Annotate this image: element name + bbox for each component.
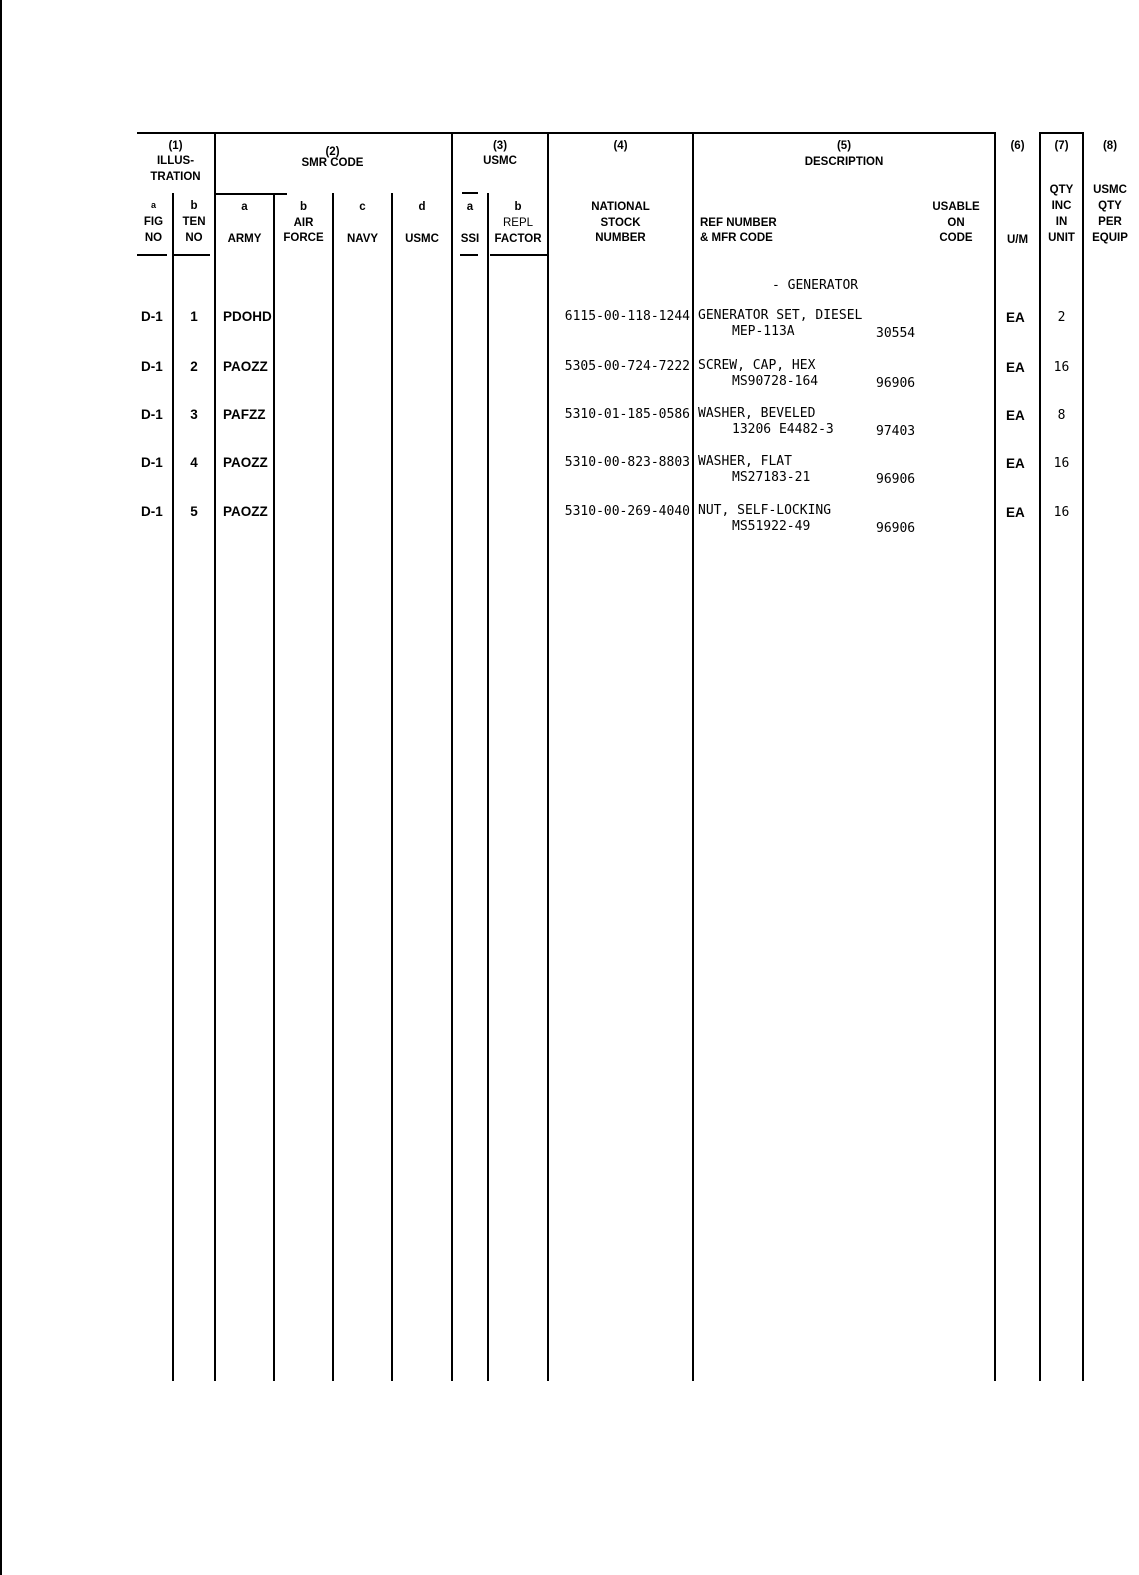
- row1-ref: MEP-113A: [732, 324, 795, 339]
- item-sub-letter: b: [190, 200, 198, 212]
- ssi-underline: [460, 254, 478, 256]
- row3-um: EA: [1006, 408, 1025, 423]
- row4-ref: MS27183-21: [732, 470, 811, 485]
- qty-line4: UNIT: [1048, 232, 1075, 244]
- row5-fig: D-1: [141, 505, 163, 519]
- nsn-line3: NUMBER: [595, 232, 646, 244]
- smr-underline: [215, 193, 287, 195]
- item-sub-line1: TEN: [182, 216, 206, 228]
- usmc-smr-letter: d: [418, 201, 426, 213]
- col8-number: (8): [1102, 140, 1118, 152]
- row3-ref: 13206 E4482-3: [732, 422, 834, 437]
- row1-desc: GENERATOR SET, DIESEL: [698, 309, 863, 322]
- nsn-line2: STOCK: [600, 217, 641, 229]
- row4-nsn: 5310-00-823-8803: [564, 456, 690, 469]
- col3-number: (3): [492, 140, 508, 152]
- col-divider-8: [547, 132, 549, 1381]
- fig-underline: [137, 254, 167, 256]
- row4-qty: 16: [1053, 456, 1070, 471]
- header-top-rule: [137, 132, 994, 134]
- row4-fig: D-1: [141, 456, 163, 470]
- mfr-code-label: & MFR CODE: [700, 232, 773, 244]
- row2-desc: SCREW, CAP, HEX: [698, 359, 816, 372]
- section-title: - GENERATOR: [772, 278, 859, 293]
- row2-mfr: 96906: [876, 376, 916, 391]
- airforce-line1: AIR: [293, 217, 314, 229]
- row5-mfr: 96906: [876, 521, 916, 536]
- row3-item: 3: [190, 407, 198, 422]
- ssi-label: SSI: [460, 233, 480, 245]
- row2-item: 2: [190, 359, 198, 374]
- row2-ref: MS90728-164: [732, 374, 819, 389]
- row5-army: PAOZZ: [223, 504, 268, 519]
- item-sub-line2: NO: [185, 232, 203, 244]
- col-divider-9: [692, 132, 694, 1381]
- fig-sub-letter: a: [150, 200, 156, 210]
- row5-qty: 16: [1053, 505, 1070, 520]
- col5-title: DESCRIPTION: [804, 156, 884, 168]
- row4-desc: WASHER, FLAT: [698, 455, 792, 468]
- row2-qty: 16: [1053, 360, 1070, 375]
- col1-title-line2: TRATION: [150, 171, 201, 183]
- repl-line2: FACTOR: [494, 233, 542, 245]
- ssi-letter: a: [466, 201, 474, 213]
- row3-fig: D-1: [141, 408, 163, 422]
- navy-label: NAVY: [346, 233, 379, 245]
- airforce-line2: FORCE: [283, 232, 324, 244]
- row1-army: PDOHD: [223, 309, 272, 324]
- row4-mfr: 96906: [876, 472, 916, 487]
- col1-number: (1): [168, 140, 183, 152]
- ref-number-label: REF NUMBER: [700, 217, 777, 229]
- fig-sub-line1: FIG: [143, 216, 164, 228]
- army-label: ARMY: [227, 233, 262, 245]
- col3-underline: [490, 254, 548, 256]
- ssi-overline: [462, 192, 478, 194]
- row1-nsn: 6115-00-118-1244: [564, 310, 690, 323]
- col-divider-7: [487, 193, 489, 1381]
- usable-line2: ON: [947, 217, 965, 229]
- row5-item: 5: [190, 504, 198, 519]
- row2-army: PAOZZ: [223, 359, 268, 374]
- row5-nsn: 5310-00-269-4040: [564, 505, 690, 518]
- airforce-letter: b: [299, 201, 308, 213]
- col1-underline: [172, 254, 210, 256]
- col5-number: (5): [836, 140, 852, 152]
- row1-um: EA: [1006, 310, 1025, 325]
- fig-sub-line2: NO: [144, 232, 163, 244]
- army-letter: a: [241, 201, 248, 213]
- row2-fig: D-1: [141, 360, 163, 374]
- row5-um: EA: [1006, 505, 1025, 520]
- row1-qty: 2: [1057, 310, 1066, 325]
- usable-line1: USABLE: [932, 201, 980, 213]
- usmc-qty-line4: EQUIP: [1092, 232, 1128, 244]
- qty-line2: INC: [1051, 200, 1072, 212]
- col1-title-line1: ILLUS-: [156, 155, 195, 167]
- qty-line1: QTY: [1049, 184, 1074, 196]
- row3-mfr: 97403: [876, 424, 916, 439]
- header-top-rule-7: [1039, 132, 1083, 134]
- row1-mfr: 30554: [876, 326, 916, 341]
- col7-number: (7): [1054, 140, 1069, 152]
- um-label: U/M: [1006, 234, 1029, 246]
- usmc-qty-line3: PER: [1098, 216, 1122, 228]
- col4-number: (4): [613, 140, 628, 152]
- col-divider-6: [451, 132, 453, 1381]
- col-divider-10: [994, 132, 996, 1381]
- row3-qty: 8: [1057, 408, 1066, 423]
- row1-fig: D-1: [141, 310, 163, 324]
- col6-number: (6): [1010, 140, 1025, 152]
- col-divider-12: [1082, 132, 1084, 1381]
- row5-ref: MS51922-49: [732, 519, 811, 534]
- col-divider-5: [391, 193, 393, 1381]
- usmc-smr-label: USMC: [405, 233, 439, 245]
- repl-letter: b: [514, 201, 522, 213]
- repl-line1: REPL: [502, 217, 534, 229]
- page-edge: [0, 0, 2, 1575]
- row5-desc: NUT, SELF-LOCKING: [698, 504, 832, 517]
- col-divider-2: [214, 132, 216, 1381]
- usmc-qty-line1: USMC: [1093, 184, 1127, 196]
- col-divider-3: [273, 193, 275, 1381]
- nsn-line1: NATIONAL: [591, 201, 650, 213]
- row3-nsn: 5310-01-185-0586: [564, 408, 690, 421]
- col2-title: SMR CODE: [301, 157, 364, 169]
- row1-item: 1: [190, 309, 198, 324]
- row3-army: PAFZZ: [223, 407, 266, 422]
- col3-title: USMC: [483, 155, 517, 167]
- usable-line3: CODE: [939, 232, 973, 244]
- row2-nsn: 5305-00-724-7222: [564, 360, 690, 373]
- navy-letter: c: [359, 201, 366, 213]
- row3-desc: WASHER, BEVELED: [698, 407, 816, 420]
- col-divider-4: [332, 193, 334, 1381]
- usmc-qty-line2: QTY: [1098, 200, 1122, 212]
- qty-line3: IN: [1055, 216, 1068, 228]
- row2-um: EA: [1006, 360, 1025, 375]
- row4-um: EA: [1006, 456, 1025, 471]
- row4-army: PAOZZ: [223, 455, 268, 470]
- row4-item: 4: [190, 455, 198, 470]
- col2-number: (2): [325, 146, 340, 158]
